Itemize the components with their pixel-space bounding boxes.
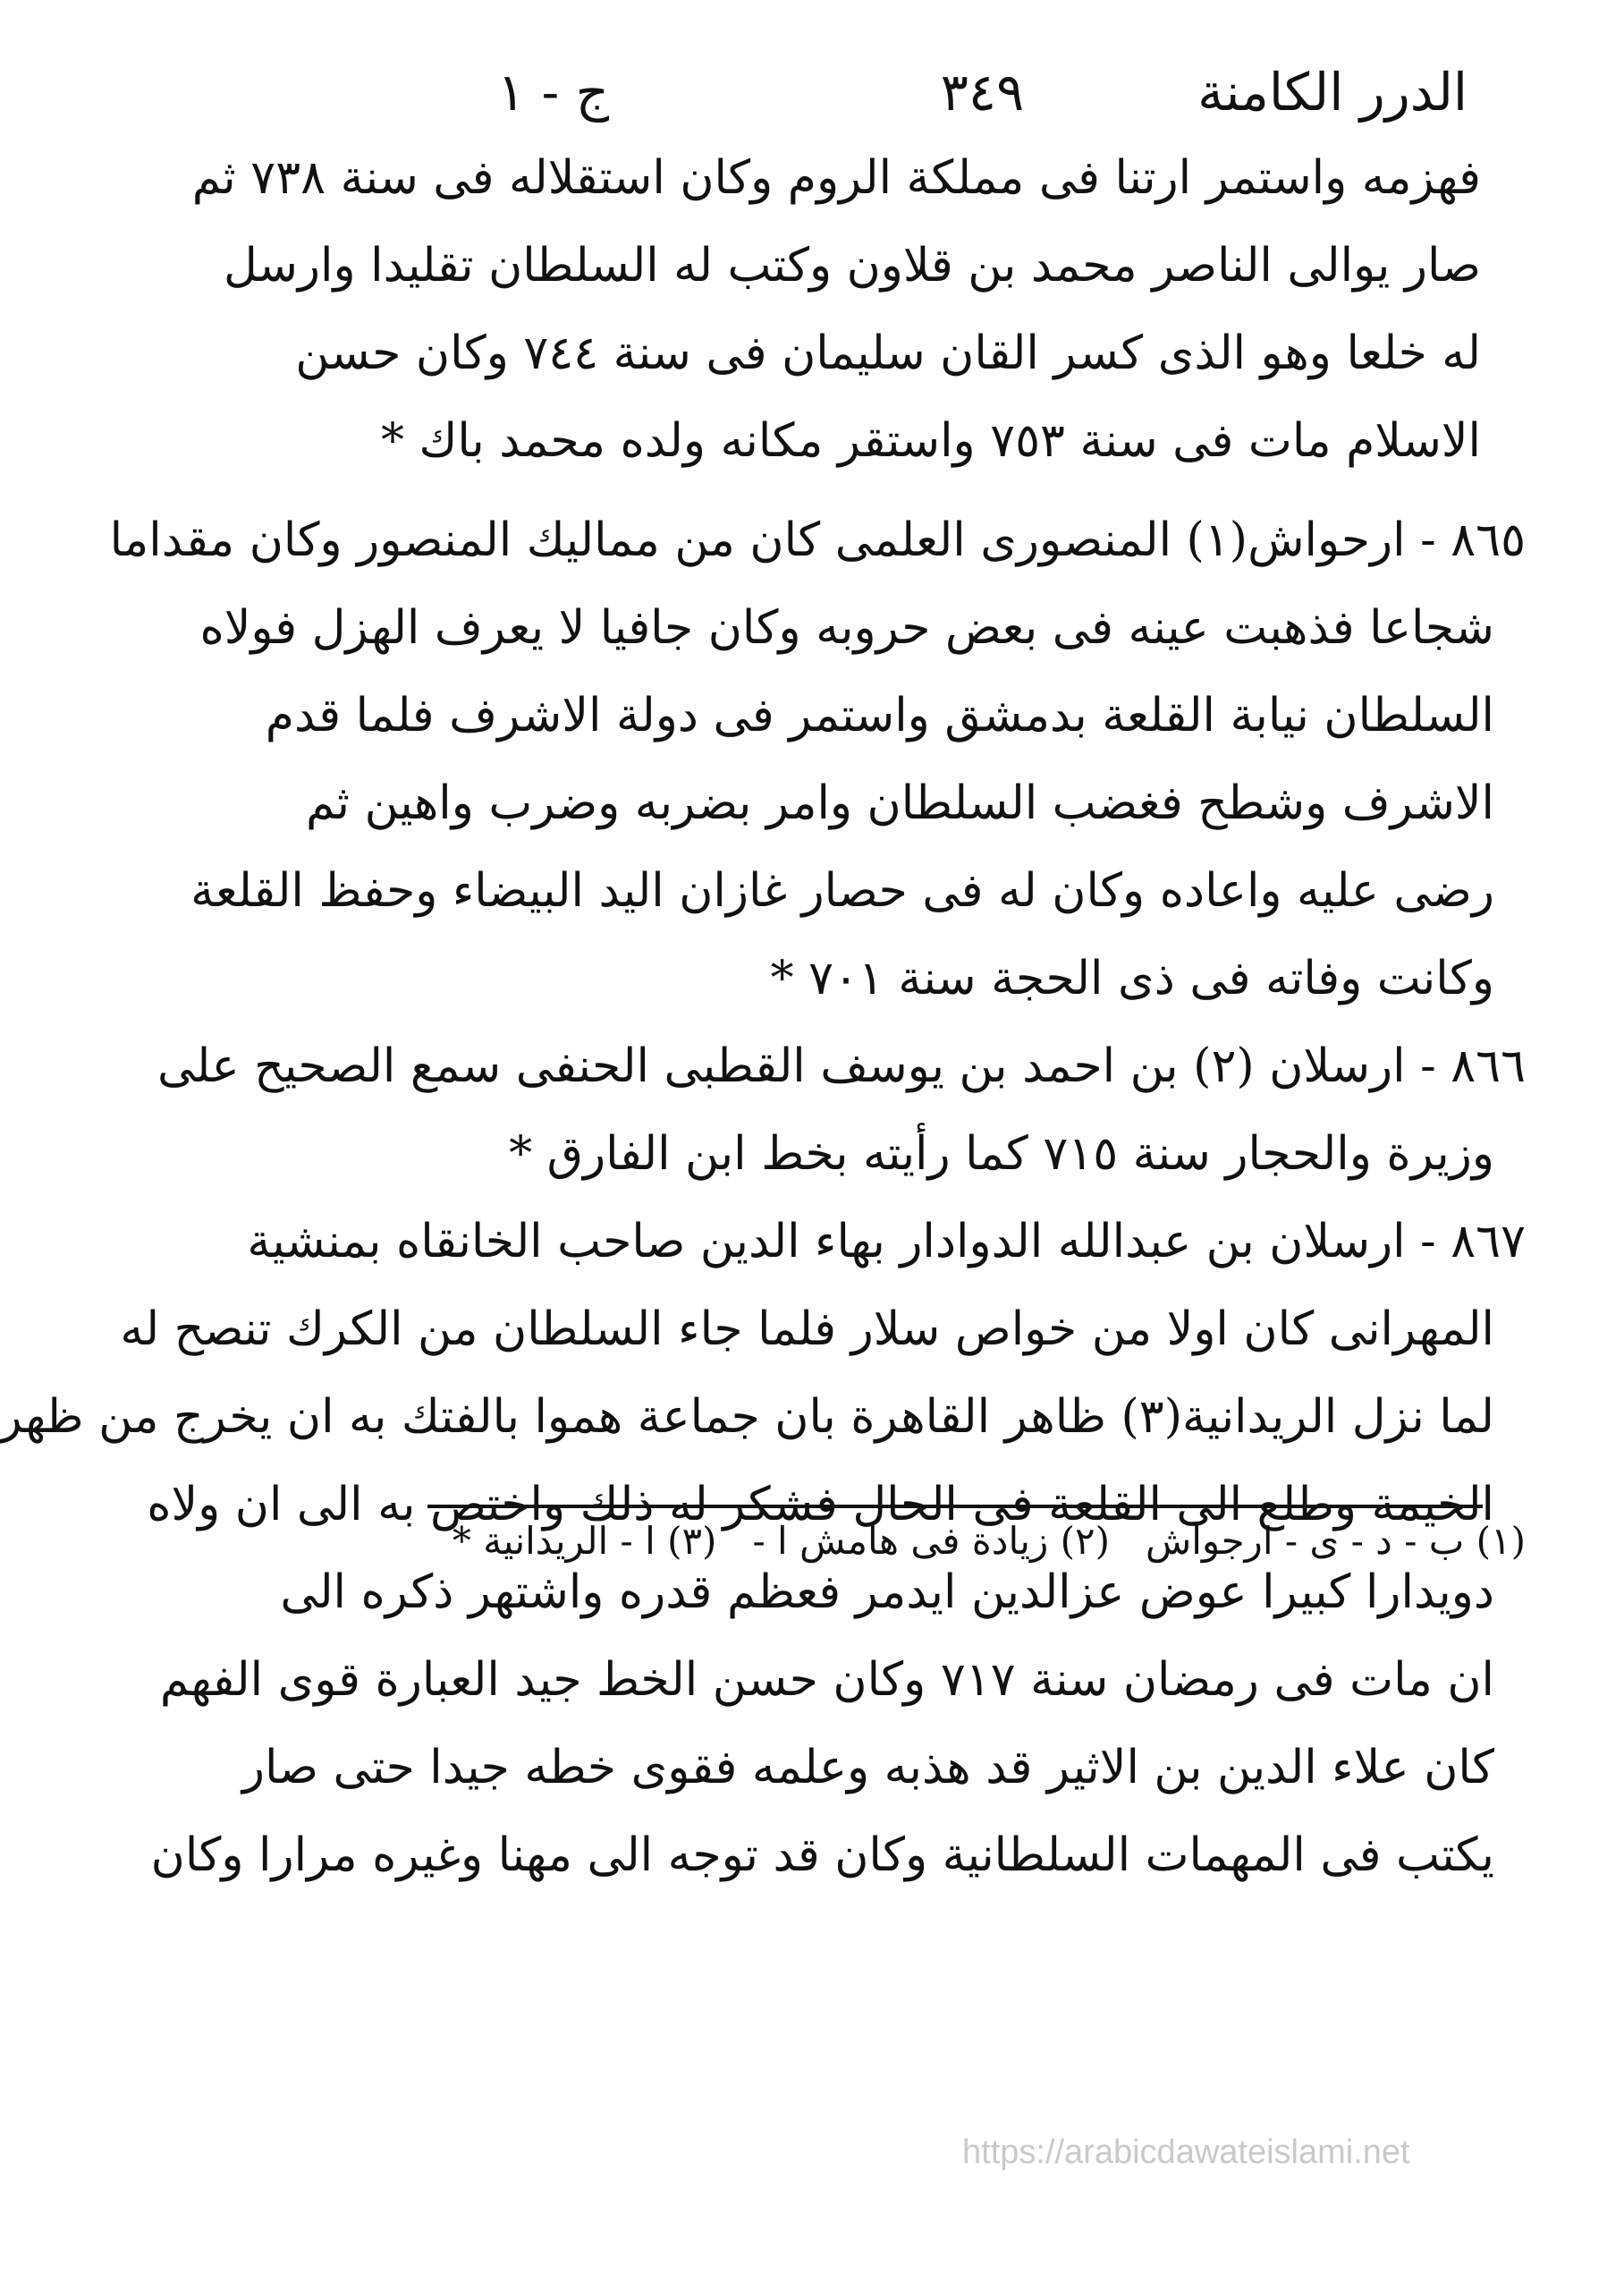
entry-865-heading-line: ٨٦٥ - ارحواش(١) المنصورى العلمى كان من مماليك المنصور وكان مقداما (109, 513, 1526, 567)
text-line: الاسلام مات فى سنة ٧٥٣ واستقر مكانه ولده محمد باك * (380, 414, 1481, 468)
entry-866-heading-line: ٨٦٦ - ارسلان (٢) بن احمد بن يوسف القطبى الحنفى سمع الصحيح على (157, 1039, 1526, 1093)
text-line: له خلعا وهو الذى كسر القان سليمان فى سنة ٧٤٤ وكان حسن (295, 327, 1481, 380)
text-line: الخيمة وطلع الى القلعة فى الحال فشكر له ذلك واختص به الى ان ولاه (147, 1478, 1494, 1531)
text-line: ان مات فى رمضان سنة ٧١٧ وكان حسن الخط جيد العبارة قوى الفهم (159, 1653, 1494, 1707)
page-header (497, 52, 1468, 132)
footnote-1: (١) ب - د - ى - ارجواش (1145, 1519, 1526, 1563)
footnote-2: (٢) زيادة فى هامش ا - (752, 1519, 1110, 1563)
text-line: لما نزل الريدانية(٣) ظاهر القاهرة بان جماعة هموا بالفتك به ان يخرج من ظهر (0, 1390, 1494, 1444)
footnotes (363, 1510, 1526, 1573)
footnote-divider (427, 1505, 1483, 1508)
text-line: الاشرف وشطح فغضب السلطان وامر بضربه وضرب واهين ثم (305, 776, 1494, 830)
page-number: ٣٤٩ (940, 62, 1025, 123)
text-line: وزيرة والحجار سنة ٧١٥ كما رأيته بخط ابن الفارق * (509, 1127, 1494, 1181)
text-line: السلطان نيابة القلعة بدمشق واستمر فى دولة الاشرف فلما قدم (265, 689, 1494, 742)
text-line: شجاعا فذهبت عينه فى بعض حروبه وكان جافيا لا يعرف الهزل فولاه (199, 601, 1494, 655)
text-line: رضى عليه واعاده وكان له فى حصار غازان اليد البيضاء وحفظ القلعة (190, 864, 1494, 918)
entry-864-continuation (191, 134, 1481, 485)
text-line: كان علاء الدين بن الاثير قد هذبه وعلمه فقوى خطه جيدا حتى صار (241, 1741, 1494, 1794)
text-line: دويدارا كبيرا عوض عزالدين ايدمر فعظم قدره واشتهر ذكره الى (280, 1565, 1494, 1619)
text-line: وكانت وفاته فى ذى الحجة سنة ٧٠١ * (770, 952, 1494, 1005)
watermark-url: https://arabicdawateislami.net (962, 2133, 1410, 2171)
book-title: الدرر الكامنة (1197, 62, 1468, 123)
text-line: صار يوالى الناصر محمد بن قلاون وكتب له السلطان تقليدا وارسل (223, 239, 1481, 293)
footnote-3: (٣) ا - الريدانية * (452, 1519, 717, 1563)
text-line: يكتب فى المهمات السلطانية وكان قد توجه الى مهنا وغيره مرارا وكان (150, 1828, 1494, 1882)
entry-867-heading-line: ٨٦٧ - ارسلان بن عبدالله الدوادار بهاء الدين صاحب الخانقاه بمنشية (247, 1215, 1526, 1268)
text-line: فهزمه واستمر ارتنا فى مملكة الروم وكان استقلاله فى سنة ٧٣٨ ثم (191, 151, 1481, 205)
text-line: المهرانى كان اولا من خواص سلار فلما جاء السلطان من الكرك تنصح له (120, 1302, 1494, 1356)
volume-label: ج - ١ (497, 62, 610, 123)
entries-865-867 (0, 496, 1526, 1899)
